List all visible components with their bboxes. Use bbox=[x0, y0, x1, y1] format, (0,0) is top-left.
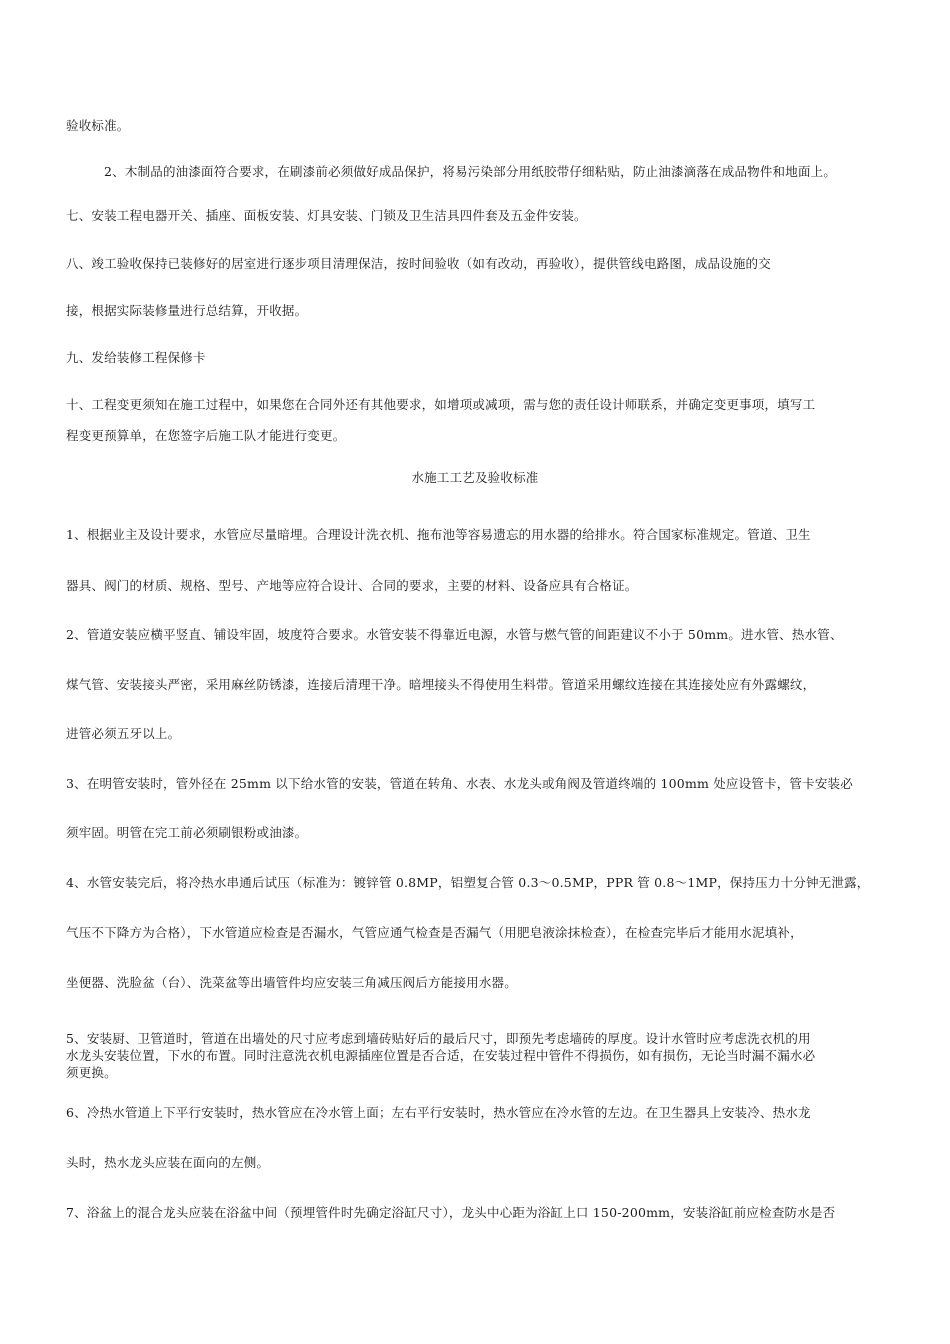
text-line: 九、发给装修工程保修卡 bbox=[66, 350, 206, 365]
text-line: 接，根据实际装修量进行总结算，开收据。 bbox=[66, 303, 308, 318]
text-line: 煤气管、安装接头严密，采用麻丝防锈漆，连接后清理干净。暗埋接头不得使用生料带。管道采用螺纹连接在其连接处应有外露螺纹， bbox=[66, 677, 816, 692]
text-line: 4、水管安装完后，将冷热水串通后试压（标准为：镀锌管 0.8MP，铝塑复合管 0.3～0.5MP，PPR 管 0.8～1MP，保持压力十分钟无泄露， bbox=[66, 875, 870, 890]
text-line: 器具、阀门的材质、规格、型号、产地等应符合设计、合同的要求，主要的材料、设备应具有合格证。 bbox=[66, 578, 638, 593]
text-line: 头时，热水龙头应装在面向的左侧。 bbox=[66, 1155, 270, 1170]
text-line: 坐便器、洗脸盆（台）、洗菜盆等出墙管件均应安装三角减压阀后方能接用水器。 bbox=[66, 975, 517, 990]
text-line: 水龙头安装位置，下水的布置。同时注意洗衣机电源插座位置是否合适，在安装过程中管件不得损伤，如有损伤，无论当时漏不漏水必 bbox=[66, 1048, 816, 1063]
text-line: 八、竣工验收保持已装修好的居室进行逐步项目清理保洁，按时间验收（如有改动，再验收），提供管线电路图，成品设施的交 bbox=[66, 256, 771, 271]
text-line: 气压不下降方为合格），下水管道应检查是否漏水，气管应通气检查是否漏气（用肥皂液涂抹检查），在检查完毕后才能用水泥填补， bbox=[66, 925, 803, 940]
text-line: 3、在明管安装时，管外径在 25mm 以下给水管的安装，管道在转角、水表、水龙头或角阀及管道终端的 100mm 处应设管卡，管卡安装必 bbox=[66, 776, 853, 791]
text-line: 程变更预算单，在您签字后施工队才能进行变更。 bbox=[66, 428, 346, 443]
text-line: 7、浴盆上的混合龙头应装在浴盆中间（预埋管件时先确定浴缸尺寸），龙头中心距为浴缸上口 150-200mm，安装浴缸前应检查防水是否 bbox=[66, 1205, 836, 1220]
text-line: 进管必须五牙以上。 bbox=[66, 726, 181, 741]
text-line: 须更换。 bbox=[66, 1065, 117, 1080]
text-line: 七、安装工程电器开关、插座、面板安装、灯具安装、门锁及卫生洁具四件套及五金件安装。 bbox=[66, 208, 587, 223]
text-line: 1、根据业主及设计要求，水管应尽量暗埋。合理设计洗衣机、拖布池等容易遗忘的用水器的给排水。符合国家标准规定。管道、卫生 bbox=[66, 527, 811, 542]
text-line: 2、木制品的油漆面符合要求，在刷漆前必须做好成品保护，将易污染部分用纸胶带仔细粘贴，防止油漆滴落在成品物件和地面上。 bbox=[104, 164, 837, 179]
text-line: 十、工程变更须知在施工过程中，如果您在合同外还有其他要求，如增项或减项，需与您的责任设计师联系，并确定变更事项，填写工 bbox=[66, 397, 816, 412]
text-line: 6、冷热水管道上下平行安装时，热水管应在冷水管上面；左右平行安装时，热水管应在冷水管的左边。在卫生器具上安装冷、热水龙 bbox=[66, 1105, 811, 1120]
text-line: 须牢固。明管在完工前必须刷银粉或油漆。 bbox=[66, 825, 308, 840]
section-heading: 水施工工艺及验收标准 bbox=[411, 470, 539, 485]
text-line: 2、管道安装应横平竖直、铺设牢固，坡度符合要求。水管安装不得靠近电源，水管与燃气管的间距建议不小于 50mm。进水管、热水管、 bbox=[66, 627, 843, 642]
text-line: 验收标准。 bbox=[66, 118, 130, 133]
text-line: 5、安装厨、卫管道时，管道在出墙处的尺寸应考虑到墙砖贴好后的最后尺寸，即预先考虑墙砖的厚度。设计水管时应考虑洗衣机的用 bbox=[66, 1031, 811, 1046]
